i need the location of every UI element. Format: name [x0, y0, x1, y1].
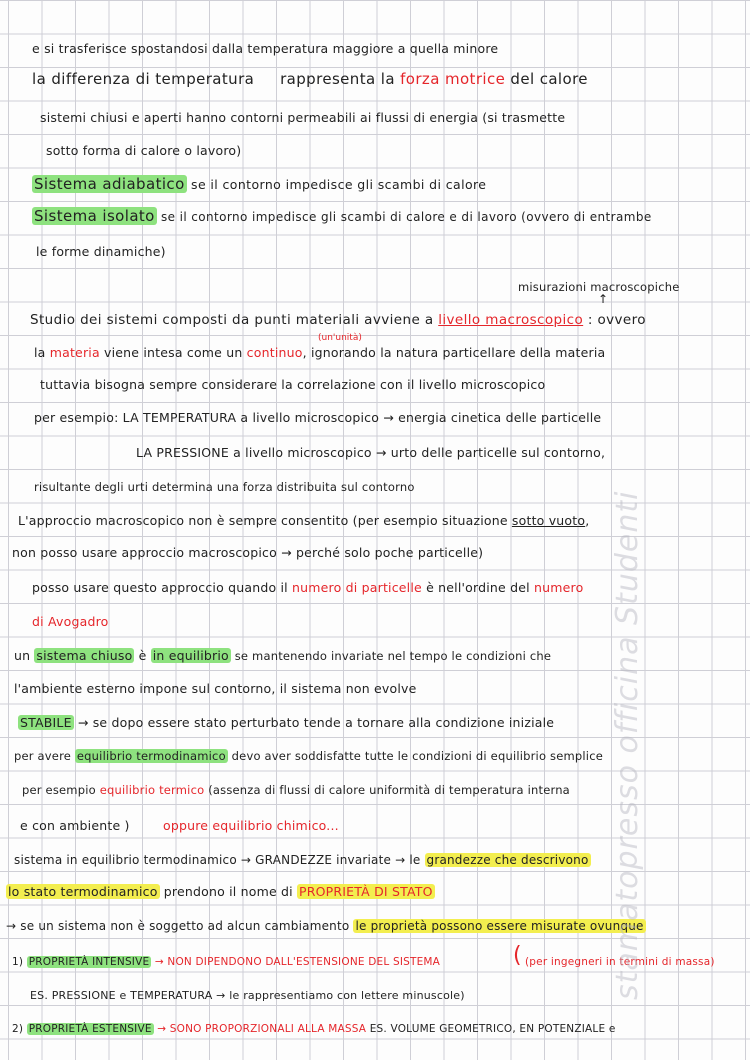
note-line [32, 580, 583, 596]
note-line [34, 345, 605, 361]
note-line [14, 648, 551, 664]
note-line [136, 445, 605, 461]
red-term: → NON DIPENDONO DALL'ESTENSIONE DEL SISTEMA [151, 956, 441, 968]
yellow-highlight-term: grandezze che descrivono [426, 853, 589, 867]
note-text: se mantenendo invariate nel tempo le condizioni che [230, 649, 552, 663]
note-text: un [14, 648, 35, 663]
note-text: L'approccio macroscopico non è sempre consentito (per esempio situazione [18, 513, 512, 528]
annotation-note: (un'unità) [318, 333, 362, 343]
note-text: posso usare questo approccio quando il [32, 580, 293, 595]
note-line [22, 782, 570, 798]
note-text: 2) [12, 1023, 27, 1035]
red-term: livello macroscopico [438, 312, 584, 328]
red-term: numero di particelle [292, 580, 422, 595]
note-text: (assenza di flussi di calore uniformità di temperatura interna [204, 783, 570, 797]
note-text: risultante degli urti determina una forza distribuita sul contorno [34, 480, 415, 494]
red-term: materia [49, 345, 100, 360]
note-text: l'ambiente esterno impone sul contorno, il sistema non evolve [14, 681, 417, 696]
note-line [14, 681, 417, 697]
red-note: (per ingegneri in termini di massa) [525, 956, 715, 968]
note-text: la differenza di temperatura [32, 70, 255, 88]
note-text: 1) [12, 956, 27, 968]
yellow-highlight-term: le proprietà possono essere misurate ovunque [355, 919, 644, 933]
note-line [32, 41, 498, 57]
note-text: e si trasferisce spostandosi dalla temperatura maggiore a quella minore [32, 41, 499, 56]
note-text: se il contorno impedisce gli scambi di calore [186, 177, 487, 192]
note-text: sotto forma di calore o lavoro) [46, 143, 242, 158]
note-text: , ignorando la natura particellare della materia [302, 345, 606, 360]
note-text: prendono il nome di [159, 884, 298, 899]
note-line [14, 748, 603, 764]
note-text: la [34, 345, 50, 360]
note-line [18, 513, 589, 529]
note-line [12, 1021, 616, 1037]
red-term: → SONO PROPORZIONALI ALLA MASSA [153, 1023, 367, 1035]
note-text: sistemi chiusi e aperti hanno contorni permeabili ai flussi di energia (si trasmette [40, 110, 566, 125]
note-text: se il contorno impedisce gli scambi di calore e di lavoro (ovvero di entrambe [156, 210, 652, 224]
note-line [46, 143, 241, 159]
highlight-term: Sistema adiabatico [34, 175, 185, 193]
highlight-term: PROPRIETÀ INTENSIVE [28, 956, 150, 968]
note-text: per avere [14, 749, 75, 763]
note-line [32, 176, 486, 193]
note-text: ES. PRESSIONE e TEMPERATURA → le rappresentiamo con lettere minuscole) [30, 989, 465, 1002]
underlined-term: sotto vuoto [511, 513, 586, 528]
note-text: LA PRESSIONE a livello microscopico → urto delle particelle sul contorno, [136, 445, 606, 460]
red-term: di Avogadro [32, 614, 109, 629]
bracket-open: ( [513, 943, 522, 968]
note-line [14, 852, 591, 868]
highlight-term: in equilibrio [152, 648, 229, 663]
note-line [30, 312, 646, 328]
note-text: non posso usare approccio macroscopico → perché solo poche particelle) [12, 545, 484, 560]
note-text: è [134, 648, 151, 663]
note-text: misurazioni macroscopiche [518, 280, 680, 294]
note-text: le forme dinamiche) [36, 244, 166, 259]
note-text: → se un sistema non è soggetto ad alcun cambiamento [6, 919, 354, 933]
yellow-highlight-term: lo stato termodinamico [8, 884, 158, 899]
note-text: ES. VOLUME GEOMETRICO, EN POTENZIALE e [366, 1023, 616, 1035]
note-text: Studio dei sistemi composti da punti materiali avviene a [30, 312, 439, 328]
note-text: e con ambiente ) [20, 818, 130, 833]
note-line [12, 954, 440, 970]
note-line [40, 377, 545, 393]
note-line [40, 110, 565, 126]
highlight-term: STABILE [20, 715, 72, 730]
highlight-term: sistema chiuso [36, 648, 133, 663]
note-text: : ovvero [583, 312, 646, 328]
note-line [32, 71, 588, 87]
note-text: è nell'ordine del [421, 580, 534, 595]
red-term: forza motrice [400, 70, 506, 88]
note-text: per esempio: LA TEMPERATURA a livello microscopico → energia cinetica delle particelle [34, 410, 602, 425]
note-text: viene intesa come un [99, 345, 247, 360]
note-text: sistema in equilibrio termodinamico → GRANDEZZE invariate → le [14, 853, 425, 867]
yellow-highlight-term: PROPRIETÀ DI STATO [299, 884, 433, 899]
note-line [6, 918, 646, 934]
note-line [32, 208, 652, 225]
note-text: per esempio [22, 783, 100, 797]
red-term: oppure equilibrio chimico... [162, 818, 339, 833]
note-line [20, 818, 339, 834]
note-line [30, 988, 465, 1004]
note-text: del calore [505, 70, 588, 88]
note-line [34, 410, 601, 426]
note-line [36, 244, 166, 260]
note-text: , [585, 513, 590, 528]
red-term: equilibrio termico [99, 783, 205, 797]
note-text: devo aver soddisfatte tutte le condizioni di equilibrio semplice [227, 749, 604, 763]
red-term: continuo [246, 345, 303, 360]
note-line [12, 545, 483, 561]
note-line [18, 715, 554, 731]
note-text: → se dopo essere stato perturbato tende a tornare alla condizione iniziale [73, 715, 555, 730]
note-text: tuttavia bisogna sempre considerare la correlazione con il livello microscopico [40, 377, 546, 392]
note-line [32, 614, 109, 630]
highlight-term: Sistema isolato [34, 207, 155, 225]
red-term: numero [534, 580, 584, 595]
note-line [34, 479, 415, 495]
highlight-term: PROPRIETÀ ESTENSIVE [28, 1023, 152, 1035]
note-text: rappresenta la [280, 70, 401, 88]
arrow-up-icon: ↑ [598, 292, 609, 306]
watermark: stamatopresso officina Studenti [610, 490, 645, 1000]
note-line [6, 884, 435, 900]
highlight-term: equilibrio termodinamico [76, 749, 226, 763]
